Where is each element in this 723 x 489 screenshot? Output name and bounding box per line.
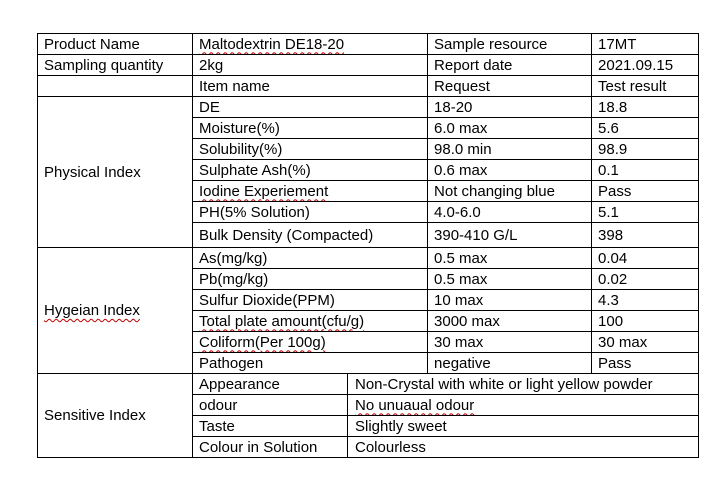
request-cell: 98.0 min: [428, 139, 592, 160]
item-cell: odour: [193, 395, 348, 416]
item-cell: Pathogen: [193, 353, 428, 374]
item-text: Total plate amount(cfu/g): [199, 312, 365, 330]
item-cell: Sulfur Dioxide(PPM): [193, 290, 428, 311]
request-cell: 10 max: [428, 290, 592, 311]
request-cell: 3000 max: [428, 311, 592, 332]
coa-table: [37, 33, 699, 458]
product-name-value: [193, 34, 428, 55]
item-cell: Sulphate Ash(%): [193, 160, 428, 181]
item-cell: Bulk Density (Compacted): [193, 223, 428, 248]
request-cell: negative: [428, 353, 592, 374]
hygeian-index-label: [38, 248, 193, 374]
result-cell: 30 max: [592, 332, 699, 353]
sensitive-index-label: Sensitive Index: [38, 374, 193, 458]
product-name-text: Maltodextrin DE18-20: [199, 35, 345, 53]
item-cell: Moisture(%): [193, 118, 428, 139]
result-cell: 0.02: [592, 269, 699, 290]
item-cell: Colour in Solution: [193, 437, 348, 458]
item-cell: PH(5% Solution): [193, 202, 428, 223]
sensitive-value-cell: Colourless: [348, 437, 699, 458]
result-cell: 5.6: [592, 118, 699, 139]
item-cell: Pb(mg/kg): [193, 269, 428, 290]
item-cell: [193, 332, 428, 353]
result-cell: 5.1: [592, 202, 699, 223]
item-cell: As(mg/kg): [193, 248, 428, 269]
result-cell: 100: [592, 311, 699, 332]
result-cell: 4.3: [592, 290, 699, 311]
item-name-header: Item name: [193, 76, 428, 97]
sample-resource-label: Sample resource: [428, 34, 592, 55]
request-cell: 30 max: [428, 332, 592, 353]
result-cell: 0.1: [592, 160, 699, 181]
group-column-header: [38, 76, 193, 97]
request-cell: Not changing blue: [428, 181, 592, 202]
request-cell: 0.5 max: [428, 248, 592, 269]
item-cell: DE: [193, 97, 428, 118]
request-cell: 4.0-6.0: [428, 202, 592, 223]
result-cell: 98.9: [592, 139, 699, 160]
item-text: Coliform(Per 100g): [199, 333, 326, 351]
table-row: [38, 248, 699, 269]
sensitive-value-cell: Non-Crystal with white or light yellow powder: [348, 374, 699, 395]
request-cell: 18-20: [428, 97, 592, 118]
sample-resource-value: 17MT: [592, 34, 699, 55]
sensitive-value-text: No unuaual odour: [355, 396, 475, 414]
item-text: Iodine Experiement: [199, 182, 329, 200]
table-row: [38, 374, 699, 395]
result-cell: Pass: [592, 353, 699, 374]
header-row-product: [38, 34, 699, 55]
report-date-value: 2021.09.15: [592, 55, 699, 76]
item-cell: [193, 311, 428, 332]
sampling-quantity-value: 2kg: [193, 55, 428, 76]
item-cell: Appearance: [193, 374, 348, 395]
result-cell: 18.8: [592, 97, 699, 118]
request-cell: 0.5 max: [428, 269, 592, 290]
request-header: Request: [428, 76, 592, 97]
result-cell: Pass: [592, 181, 699, 202]
sensitive-value-cell: Slightly sweet: [348, 416, 699, 437]
report-date-label: Report date: [428, 55, 592, 76]
item-cell: Solubility(%): [193, 139, 428, 160]
request-cell: 6.0 max: [428, 118, 592, 139]
result-cell: 398: [592, 223, 699, 248]
sampling-quantity-label: Sampling quantity: [38, 55, 193, 76]
column-header-row: [38, 76, 699, 97]
product-name-label: Product Name: [38, 34, 193, 55]
item-cell: Taste: [193, 416, 348, 437]
result-cell: 0.04: [592, 248, 699, 269]
request-cell: 0.6 max: [428, 160, 592, 181]
hygeian-index-text: Hygeian Index: [44, 302, 140, 319]
request-cell: 390-410 G/L: [428, 223, 592, 248]
table-row: [38, 97, 699, 118]
sensitive-value-cell: [348, 395, 699, 416]
item-cell: [193, 181, 428, 202]
test-result-header: Test result: [592, 76, 699, 97]
physical-index-label: Physical Index: [38, 97, 193, 248]
header-row-sampling: [38, 55, 699, 76]
